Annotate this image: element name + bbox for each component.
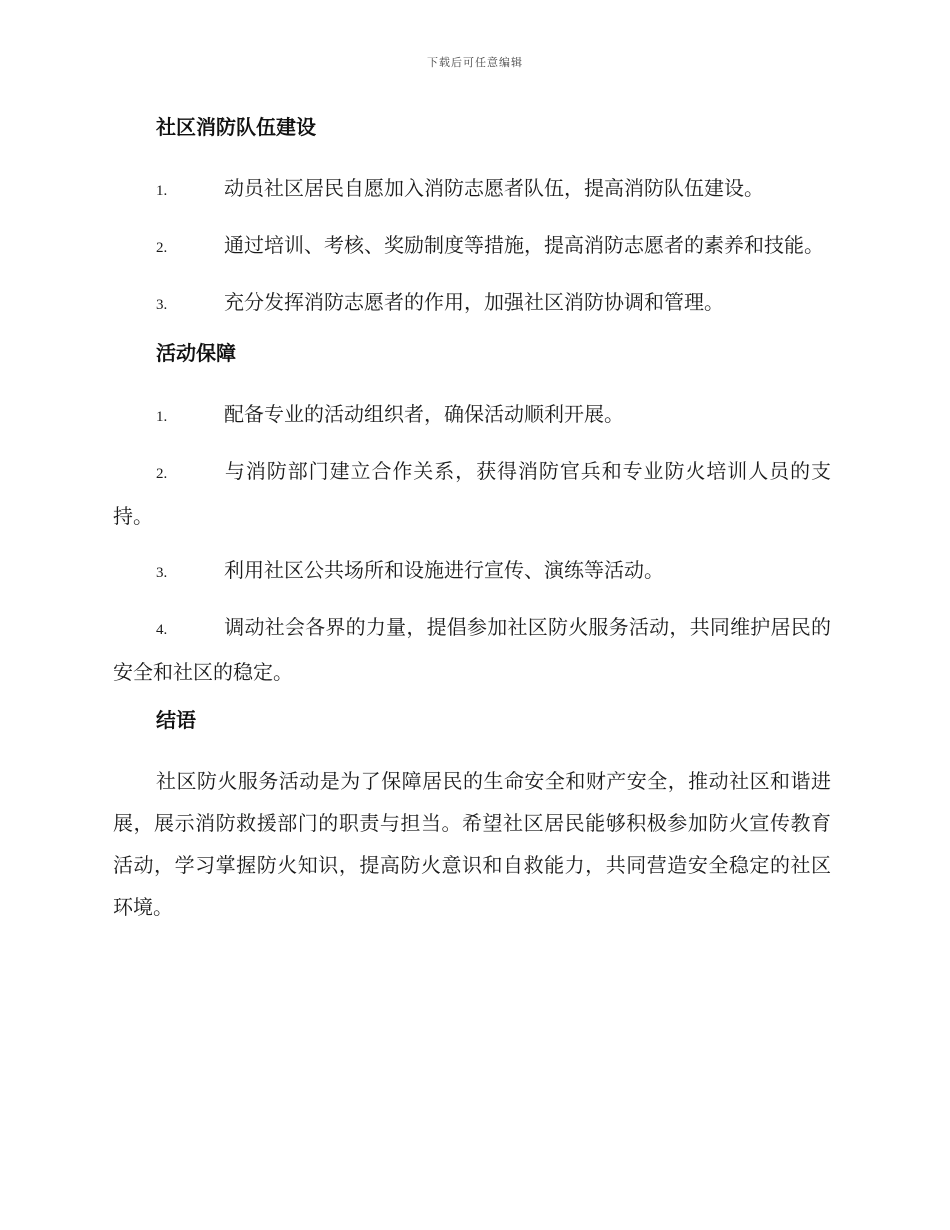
list-item-number: 1. (156, 183, 168, 199)
list-item-number: 3. (156, 565, 168, 581)
section-heading-activity-support: 活动保障 (156, 341, 236, 365)
section-heading-team-building: 社区消防队伍建设 (156, 115, 316, 139)
list-item-number: 4. (156, 622, 168, 638)
list-item (113, 606, 831, 693)
list-item (113, 281, 831, 326)
list-item (113, 167, 831, 212)
list-item-text: 配备专业的活动组织者，确保活动顺利开展。 (224, 402, 624, 426)
list-item-text: 通过培训、考核、奖励制度等措施，提高消防志愿者的素养和技能。 (224, 233, 824, 257)
conclusion-paragraph: 社区防火服务活动是为了保障居民的生命安全和财产安全，推动社区和谐进展，展示消防救援部门的职责与担当。希望社区居民能够积极参加防火宣传教育活动，学习掌握防火知识，提高防火意识和自救能力，共同营造安全稳定的社区环境。 (113, 769, 831, 919)
list-item-text: 利用社区公共场所和设施进行宣传、演练等活动。 (224, 558, 664, 582)
list-item-text: 动员社区居民自愿加入消防志愿者队伍，提高消防队伍建设。 (224, 176, 764, 200)
list-item-text: 与消防部门建立合作关系，获得消防官兵和专业防火培训人员的支持。 (113, 459, 831, 528)
list-item-text: 充分发挥消防志愿者的作用，加强社区消防协调和管理。 (224, 290, 724, 314)
list-item-text: 调动社会各界的力量，提倡参加社区防火服务活动，共同维护居民的安全和社区的稳定。 (113, 615, 831, 684)
page-header: 下载后可任意编辑 (427, 56, 523, 69)
list-item (113, 393, 831, 438)
list-item-number: 3. (156, 297, 168, 313)
section-heading-conclusion: 结语 (156, 708, 196, 732)
list-item (113, 549, 831, 594)
list-item-number: 1. (156, 409, 168, 425)
document-body (113, 112, 831, 928)
list-item (113, 224, 831, 269)
list-item (113, 450, 831, 537)
list-item-number: 2. (156, 240, 168, 256)
list-item-number: 2. (156, 466, 168, 482)
